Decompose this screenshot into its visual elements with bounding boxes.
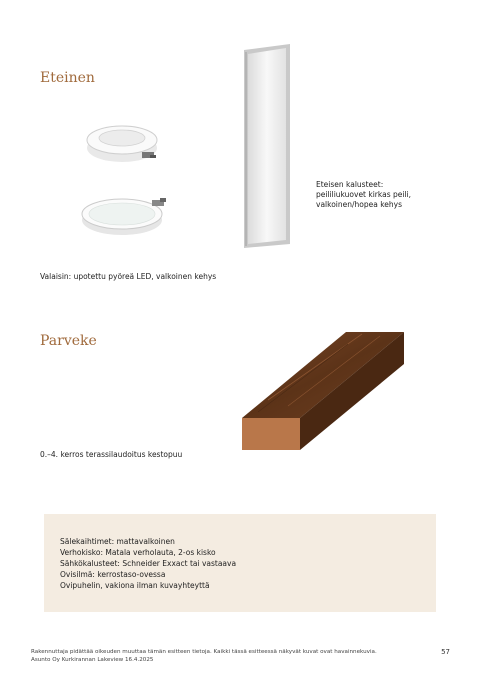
footer bbox=[31, 648, 377, 664]
wood-board-image bbox=[238, 330, 408, 460]
section-heading-parveke: Parveke bbox=[40, 333, 97, 349]
mirror-door-image bbox=[238, 42, 298, 250]
info-item: Ovipuhelin, vakiona ilman kuvayhteyttä bbox=[60, 581, 210, 590]
info-item: Verhokisko: Matala verholauta, 2-os kisko bbox=[60, 548, 216, 557]
lights-caption: Valaisin: upotettu pyöreä LED, valkoinen kehys bbox=[40, 272, 217, 281]
wood-caption: 0.–4. kerros terassilaudoitus kestopuu bbox=[40, 450, 183, 459]
footer-disclaimer: Rakennuttaja pidättää oikeuden muuttaa tämän esitteen tietoja. Kaikki tässä esitteessä näkyvät kuvat ovat havainnekuvia. bbox=[31, 649, 377, 655]
info-item: Sälekaihtimet: mattavalkoinen bbox=[60, 537, 175, 546]
info-box bbox=[44, 514, 436, 612]
led-panel-light-image bbox=[76, 190, 172, 240]
info-list bbox=[44, 514, 436, 591]
recessed-light-image bbox=[82, 116, 162, 168]
mirror-caption-line: Eteisen kalusteet: bbox=[316, 180, 384, 189]
mirror-caption bbox=[316, 180, 411, 210]
mirror-caption-line: valkoinen/hopea kehys bbox=[316, 200, 403, 209]
page-number: 57 bbox=[441, 648, 450, 656]
section-heading-eteinen: Eteinen bbox=[40, 70, 95, 86]
info-item: Sähkökalusteet: Schneider Exxact tai vastaava bbox=[60, 559, 237, 568]
mirror-caption-line: peililiukuovet kirkas peili, bbox=[316, 190, 411, 199]
footer-project: Asunto Oy Kurkirannan Lakeview 16.4.2025 bbox=[31, 657, 154, 663]
info-item: Ovisilmä: kerrostaso-ovessa bbox=[60, 570, 166, 579]
